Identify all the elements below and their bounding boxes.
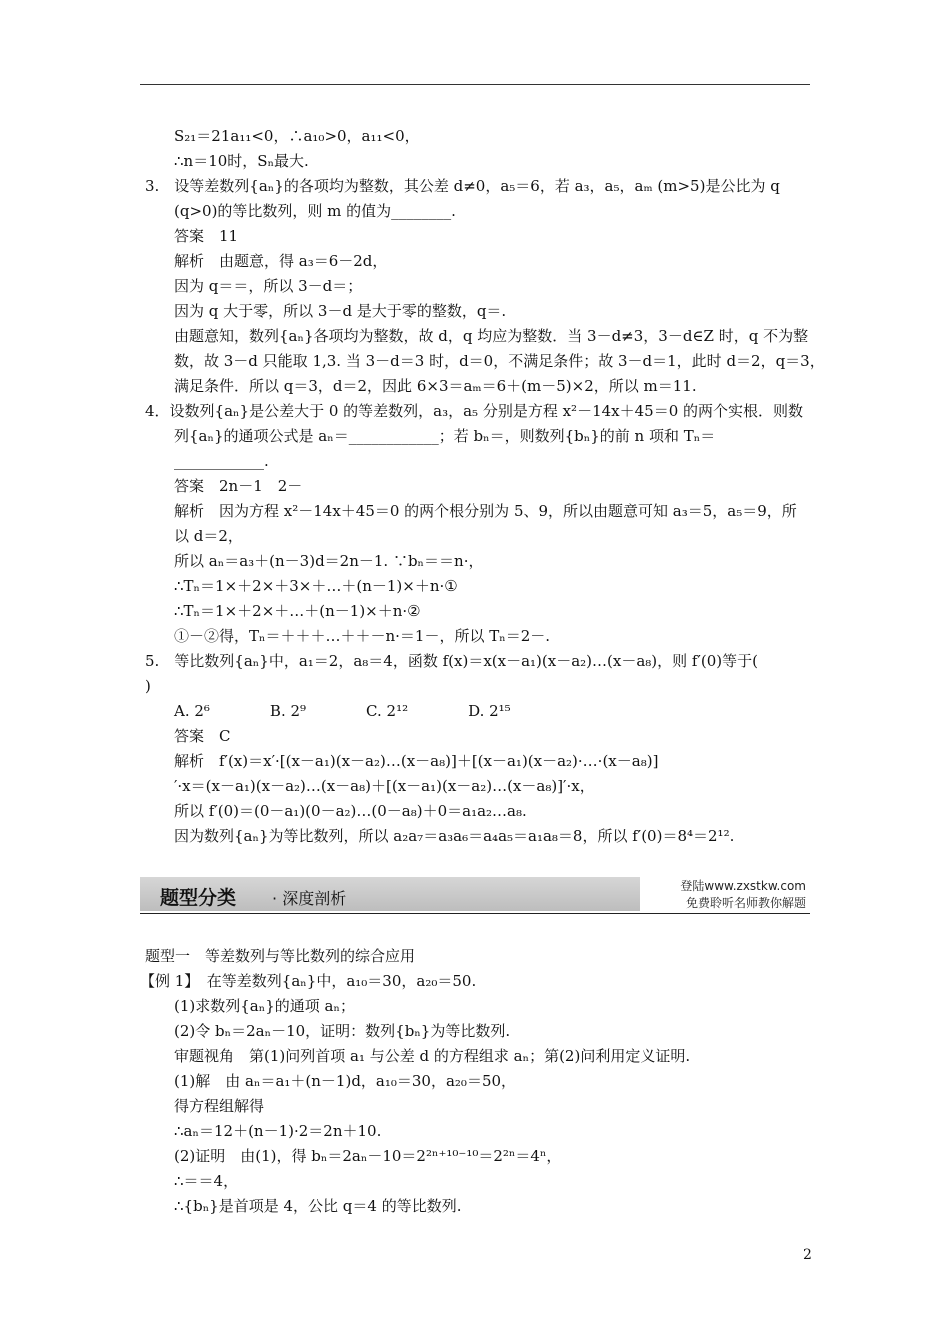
text-line: ∴Tₙ＝1×＋2×＋…＋(n－1)×＋n·②	[174, 602, 421, 620]
text-line: ′·x＝(x－a₁)(x－a₂)…(x－a₈)＋[(x－a₁)(x－a₂)…(x－a₈)]′·x，	[174, 777, 595, 795]
text-line: 答案 2n－1 2－	[174, 477, 303, 495]
text-line: 由题意知，数列{aₙ}各项均为整数，故 d，q 均应为整数．当 3－d≠3，3－d∈Z 时，q 不为整	[174, 327, 809, 345]
text-line: (2)令 bₙ＝2aₙ－10，证明：数列{bₙ}为等比数列.	[174, 1022, 511, 1040]
text-line: 4．设数列{aₙ}是公差大于 0 的等差数列，a₃，a₅ 分别是方程 x²－14x＋45＝0 的两个实根．则数	[145, 402, 804, 420]
text-line: ∴aₙ＝12＋(n－1)·2＝2n＋10.	[174, 1122, 382, 1140]
text-line: (2)证明 由(1)，得 bₙ＝2aₙ－10＝2²ⁿ⁺¹⁰⁻¹⁰＝2²ⁿ＝4ⁿ，	[174, 1147, 562, 1165]
text-line: 列{aₙ}的通项公式是 aₙ＝____________；若 bₙ＝，则数列{bₙ}的前 n 项和 Tₙ＝	[174, 427, 716, 445]
text-line: (q>0)的等比数列，则 m 的值为________.	[174, 202, 456, 220]
text-line: 满足条件．所以 q＝3，d＝2，因此 6×3＝aₘ＝6＋(m－5)×2，所以 m＝11.	[174, 377, 697, 395]
section-banner	[140, 873, 810, 915]
banner-title: 题型分类	[160, 887, 237, 909]
text-line: 所以 f′(0)＝(0－a₁)(0－a₂)…(0－a₈)＋0＝a₁a₂…a₈.	[174, 802, 527, 820]
text-line: ①－②得，Tₙ＝＋＋＋…＋＋－n·＝1－，所以 Tₙ＝2－.	[174, 627, 551, 645]
text-line: 题型一 等差数列与等比数列的综合应用	[145, 947, 416, 965]
text-line: 所以 aₙ＝a₃＋(n－3)d＝2n－1. ∵bₙ＝＝n·，	[174, 552, 484, 570]
text-line: (1)求数列{aₙ}的通项 aₙ；	[174, 997, 355, 1015]
text-line: )	[145, 677, 151, 695]
text-line: 数，故 3－d 只能取 1,3. 当 3－d＝3 时，d＝0，不满足条件；故 3－d＝1，此时 d＝2，q＝3，	[174, 352, 825, 370]
banner-subtitle: 深度剖析	[282, 889, 347, 908]
text-line: 因为 q＝＝，所以 3－d＝；	[174, 277, 363, 295]
banner-site-link[interactable]: 登陆www.zxstkw.com	[680, 879, 806, 893]
text-line: 5. 等比数列{aₙ}中，a₁＝2，a₈＝4，函数 f(x)＝x(x－a₁)(x－a₂)…(x－a₈)，则 f′(0)等于(	[145, 652, 758, 670]
text-line: 答案 C	[174, 727, 231, 745]
text-line: ____________.	[174, 452, 269, 470]
text-line: ∴＝＝4，	[174, 1172, 239, 1190]
text-line: 解析 由题意，得 a₃＝6－2d，	[174, 252, 388, 270]
header-rule	[140, 84, 810, 85]
text-line: ∴n＝10时，Sₙ最大.	[174, 152, 309, 170]
text-line: 3. 设等差数列{aₙ}的各项均为整数，其公差 d≠0，a₅＝6，若 a₃，a₅，aₘ (m>5)是公比为 q	[145, 177, 780, 195]
text-line: ∴{bₙ}是首项是 4，公比 q＝4 的等比数列.	[174, 1197, 462, 1215]
text-line: A. 2⁶ B. 2⁹ C. 2¹² D. 2¹⁵	[174, 702, 511, 720]
banner-underline	[140, 913, 810, 914]
text-line: 审题视角 第(1)问列首项 a₁ 与公差 d 的方程组求 aₙ；第(2)问利用定义证明.	[174, 1047, 691, 1065]
text-line: 以 d＝2，	[174, 527, 243, 545]
text-line: 得方程组解得	[174, 1097, 265, 1115]
text-line: 因为数列{aₙ}为等比数列，所以 a₂a₇＝a₃a₆＝a₄a₅＝a₁a₈＝8，所以 f′(0)＝8⁴＝2¹².	[174, 827, 735, 845]
banner-subtitle-group	[272, 886, 346, 909]
text-line: (1)解 由 aₙ＝a₁＋(n－1)d，a₁₀＝30，a₂₀＝50，	[174, 1072, 517, 1090]
page-number: 2	[803, 1247, 812, 1263]
banner-slogan: 免费聆听名师教你解题	[685, 896, 806, 910]
text-line: 【例 1】 在等差数列{aₙ}中，a₁₀＝30，a₂₀＝50.	[140, 972, 477, 990]
text-line: 因为 q 大于零，所以 3－d 是大于零的整数，q＝.	[174, 302, 507, 320]
banner-dot: ·	[272, 889, 278, 908]
text-line: S₂₁＝21a₁₁<0，∴a₁₀>0，a₁₁<0，	[174, 127, 420, 145]
text-line: 答案 11	[174, 227, 239, 245]
text-line: 解析 f′(x)＝x′·[(x－a₁)(x－a₂)…(x－a₈)]＋[(x－a₁)(x－a₂)·…·(x－a₈)]	[174, 752, 659, 770]
text-line: ∴Tₙ＝1×＋2×＋3×＋…＋(n－1)×＋n·①	[174, 577, 458, 595]
text-line: 解析 因为方程 x²－14x＋45＝0 的两个根分别为 5、9，所以由题意可知 a₃＝5，a₅＝9，所	[174, 502, 797, 520]
